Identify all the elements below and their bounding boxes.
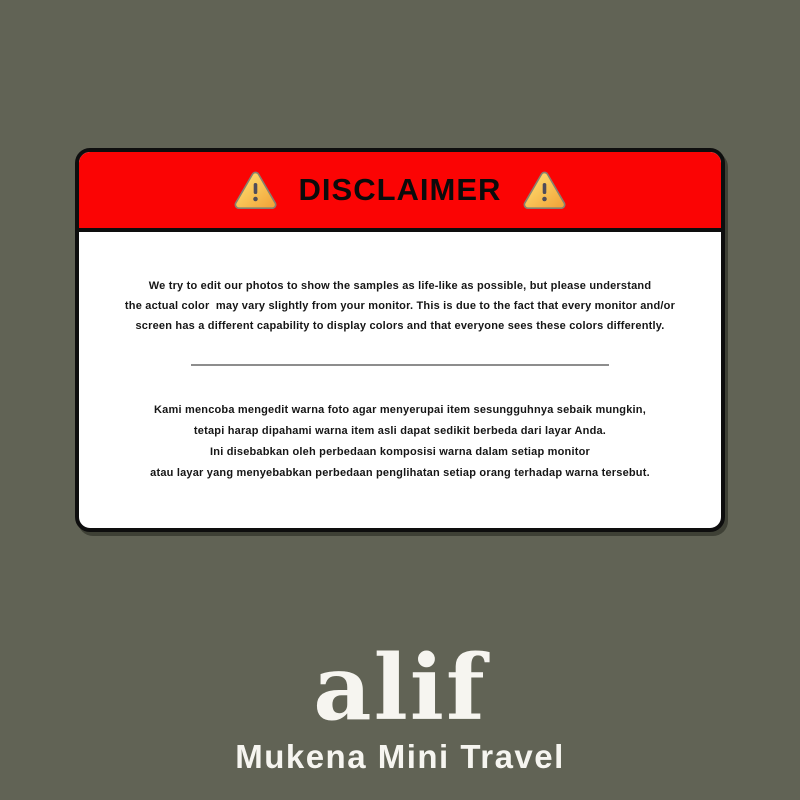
disclaimer-body xyxy=(79,232,721,484)
disclaimer-text-english: We try to edit our photos to show the samples as life-like as possible, but please understand the actual color may vary slightly from your monitor. This is due to the fact that every monitor and/or screen has a different capability to display colors and that everyone sees these colors differently. xyxy=(124,280,676,332)
warning-triangle-icon xyxy=(523,170,566,210)
brand-tagline: Mukena Mini Travel xyxy=(235,738,565,775)
warning-triangle-icon xyxy=(234,170,277,210)
divider-line xyxy=(191,364,609,366)
disclaimer-text-indonesian: Kami mencoba mengedit warna foto agar menyerupai item sesungguhnya sebaik mungkin, tetapi harap dipahami warna item asli dapat sedikit berbeda dari layar Anda. Ini disebabkan oleh perbedaan komposisi warna dalam setiap monitor atau layar yang menyebabkan perbedaan penglihatan setiap orang terhadap warna tersebut. xyxy=(150,404,650,479)
disclaimer-title: DISCLAIMER xyxy=(298,172,502,207)
disclaimer-header xyxy=(79,152,721,232)
brand-logo: alif xyxy=(313,635,487,741)
disclaimer-card xyxy=(75,148,725,532)
brand-footer xyxy=(0,635,800,776)
